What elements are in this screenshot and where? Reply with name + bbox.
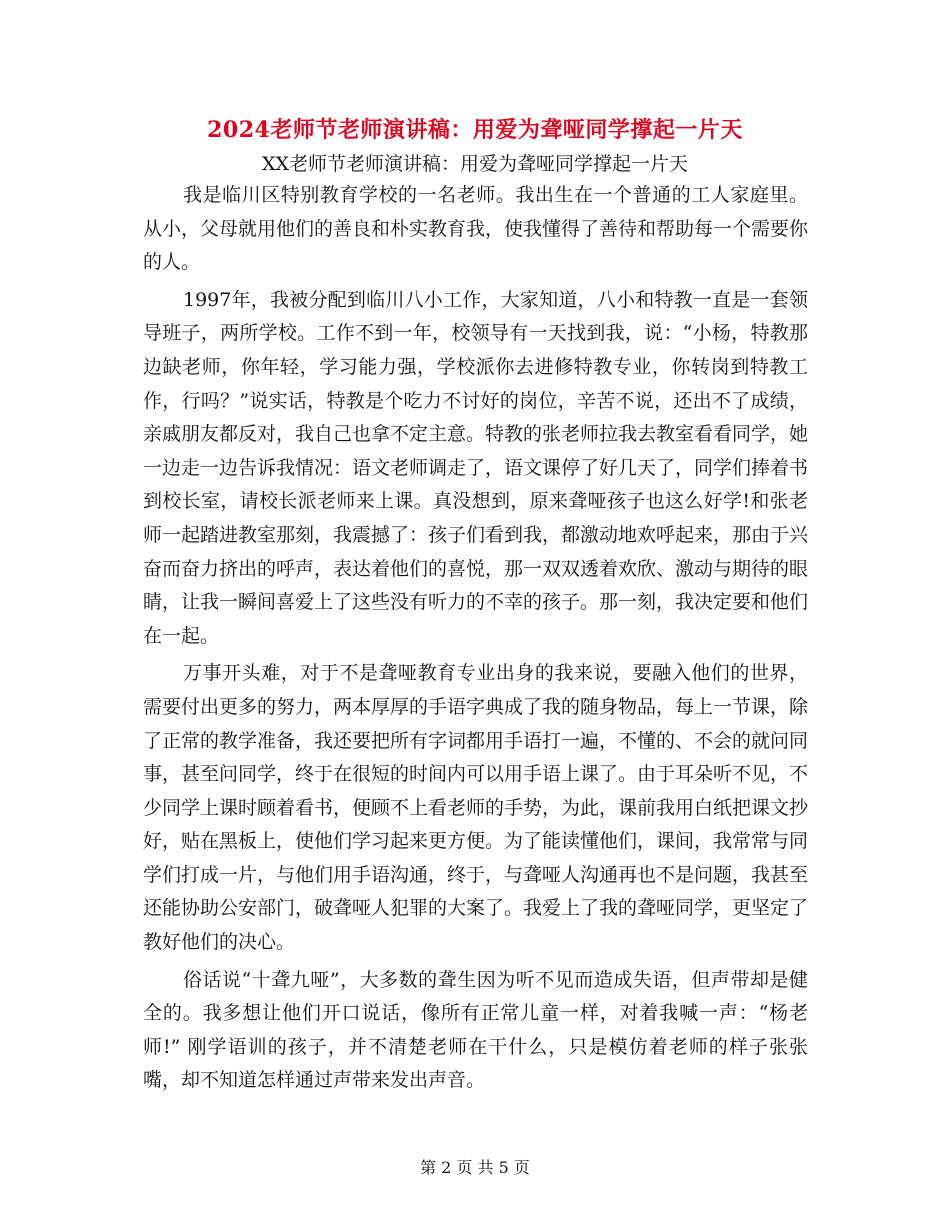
document-body: [143, 179, 808, 1102]
paragraph: 俗话说“十聋九哑”，大多数的聋生因为听不见而造成失语，但声带却是健全的。我多想让他们开口说话，像所有正常儿童一样，对着我喊一声：“杨老师!” 刚学语训的孩子，并不清楚老师在干什么，只是模仿着老师的样子张张嘴，却不知道怎样通过声带来发出声音。: [143, 968, 808, 1092]
document-subtitle: XX老师节老师演讲稿：用爱为聋哑同学撑起一片天: [261, 153, 689, 175]
paragraph: 我是临川区特别教育学校的一名老师。我出生在一个普通的工人家庭里。从小，父母就用他们的善良和朴实教育我，使我懂得了善待和帮助每一个需要你的人。: [143, 184, 809, 274]
page-footer: 第 2 页 共 5 页: [420, 1158, 530, 1177]
document-title: 2024老师节老师演讲稿：用爱为聋哑同学撑起一片天: [207, 117, 743, 143]
paragraph: 1997年，我被分配到临川八小工作，大家知道，八小和特教一直是一套领导班子，两所学校。工作不到一年，校领导有一天找到我，说：“小杨，特教那边缺老师，你年轻，学习能力强，学校派你去进修特教专业，你转岗到特教工作，行吗？”说实话，特教是个吃力不讨好的岗位，辛苦不说，还出不了成绩，亲戚朋友都反对，我自己也拿不定主意。特教的张老师拉我去教室看看同学，她一边走一边告诉我情况：语文老师调走了，语文课停了好几天了，同学们捧着书到校长室，请校长派老师来上课。真没想到，原来聋哑孩子也这么好学!和张老师一起踏进教室那刻，我震撼了：孩子们看到我，都激动地欢呼起来，那由于兴奋而奋力挤出的呼声，表达着他们的喜悦，那一双双透着欢欣、激动与期待的眼睛，让我一瞬间喜爱上了这些没有听力的不幸的孩子。那一刻，我决定要和他们在一起。: [143, 288, 809, 647]
paragraph: 万事开头难，对于不是聋哑教育专业出身的我来说，要融入他们的世界，需要付出更多的努力，两本厚厚的手语字典成了我的随身物品，每上一节课，除了正常的教学准备，我还要把所有字词都用手语打一遍，不懂的、不会的就问同事，甚至问同学，终于在很短的时间内可以用手语上课了。由于耳朵听不见，不少同学上课时顾着看书，便顾不上看老师的手势，为此，课前我用白纸把课文抄好，贴在黑板上，使他们学习起来更方便。为了能读懂他们，课间，我常常与同学们打成一片，与他们用手语沟通，终于，与聋哑人沟通再也不是问题，我甚至还能协助公安部门，破聋哑人犯罪的大案了。我爱上了我的聋哑同学，更坚定了教好他们的决心。: [143, 662, 809, 954]
